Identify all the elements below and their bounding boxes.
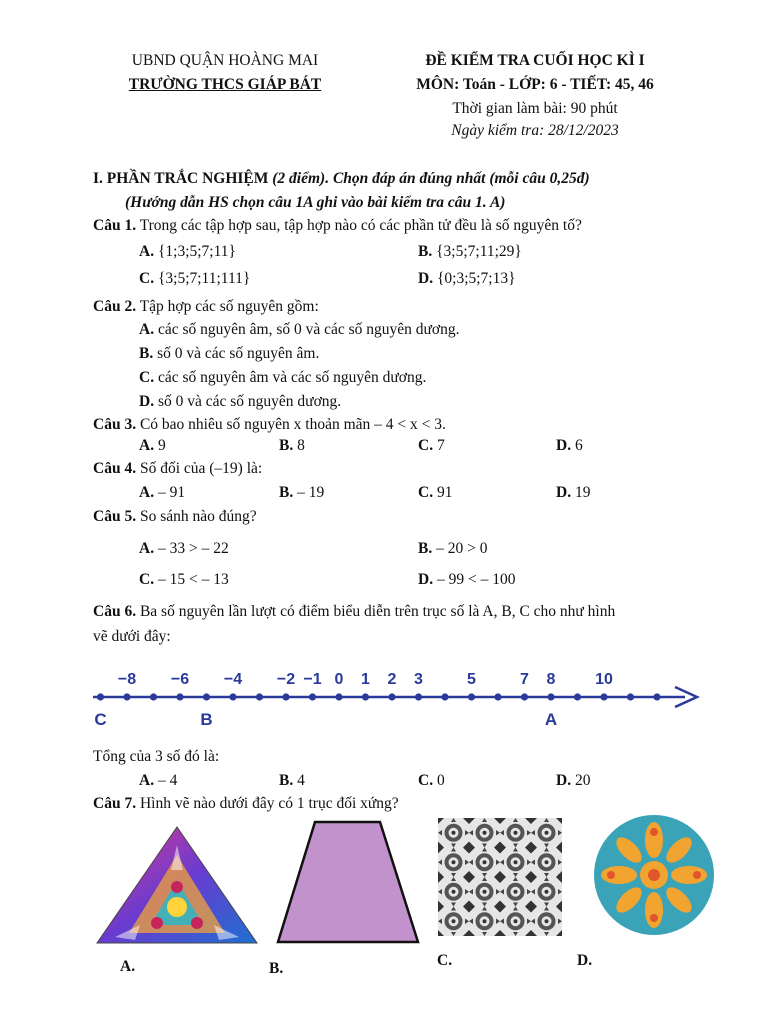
q2-option-a: A. các số nguyên âm, số 0 và các số nguyên dương. xyxy=(139,321,460,338)
purple-trapezoid-image xyxy=(268,818,428,946)
number-line-dot xyxy=(574,693,581,700)
number-line-tick-label: −8 xyxy=(117,671,137,688)
section-title-bold: I. PHẦN TRẮC NGHIỆM xyxy=(93,170,269,187)
number-line-dot xyxy=(335,693,342,700)
q6-option-d: D. 20 xyxy=(556,772,591,789)
number-line-dot xyxy=(600,693,607,700)
q4-option-d: D. 19 xyxy=(556,484,591,501)
number-line-dot xyxy=(256,693,263,700)
number-line-dot xyxy=(468,693,475,700)
q2-option-c: C. các số nguyên âm và các số nguyên dương. xyxy=(139,369,427,386)
question-6-line2: vẽ dưới đây: xyxy=(93,628,171,645)
ornament-circle-image xyxy=(592,812,718,942)
number-line-tick-label: 8 xyxy=(546,671,556,688)
q4-option-a: A. – 91 xyxy=(139,484,186,501)
section-title-italic: (2 điểm). Chọn đáp án đúng nhất (mỗi câu 0,25đ) xyxy=(272,170,590,187)
q2-option-d: D. số 0 và các số nguyên dương. xyxy=(139,393,342,410)
q4-option-b: B. – 19 xyxy=(279,484,325,501)
section-title xyxy=(93,170,590,188)
q4-option-c: C. 91 xyxy=(418,484,453,501)
number-line-tick-label: 2 xyxy=(387,671,397,688)
q1-option-b: B. {3;5;7;11;29} xyxy=(418,243,522,260)
number-line-tick-label: 1 xyxy=(361,671,370,688)
question-5: Câu 5. So sánh nào đúng? xyxy=(93,508,257,525)
number-line-dot xyxy=(653,693,660,700)
question-label: Câu 1. xyxy=(93,217,137,234)
sum-question: Tổng của 3 số đó là: xyxy=(93,748,220,765)
number-line-point-b: B xyxy=(200,710,213,729)
q1-option-a: A. {1;3;5;7;11} xyxy=(139,243,236,260)
number-line-point-a: A xyxy=(544,710,558,729)
number-line-dot xyxy=(309,693,316,700)
number-line-dot xyxy=(150,693,157,700)
number-line-point-c: C xyxy=(94,710,107,729)
q6-option-a: A. – 4 xyxy=(139,772,178,789)
number-line-tick-label: 7 xyxy=(520,671,529,688)
q3-option-d: D. 6 xyxy=(556,437,583,454)
question-text: Trong các tập hợp sau, tập hợp nào có các phần tử đều là số nguyên tố? xyxy=(139,217,582,234)
number-line-dot xyxy=(521,693,528,700)
q1-option-d: D. {0;3;5;7;13} xyxy=(418,270,516,287)
exam-date: Ngày kiểm tra: 28/12/2023 xyxy=(451,122,619,139)
q7-label-c: C. xyxy=(437,952,453,969)
number-line-dot xyxy=(494,693,501,700)
number-line-tick-label: 3 xyxy=(414,671,423,688)
number-line xyxy=(85,655,715,735)
q6-option-b: B. 4 xyxy=(279,772,305,789)
q5-option-d: D. – 99 < – 100 xyxy=(418,571,516,588)
school-name: TRƯỜNG THCS GIÁP BÁT xyxy=(128,76,322,93)
q6-option-c: C. 0 xyxy=(418,772,445,789)
number-line-dot xyxy=(627,693,634,700)
number-line-dot xyxy=(441,693,448,700)
number-line-dot xyxy=(203,693,210,700)
section-guide: (Hướng dẫn HS chọn câu 1A ghi vào bài kiểm tra câu 1. A) xyxy=(125,194,506,211)
number-line-tick-label: 0 xyxy=(334,671,344,688)
q3-option-c: C. 7 xyxy=(418,437,445,454)
number-line-dot xyxy=(388,693,395,700)
number-line-dot xyxy=(415,693,422,700)
number-line-tick-label: −4 xyxy=(223,671,243,688)
number-line-tick-label: 5 xyxy=(467,671,476,688)
number-line-tick-label: 10 xyxy=(595,671,613,688)
question-3: Câu 3. Có bao nhiêu số nguyên x thoản mãn – 4 < x < 3. xyxy=(93,416,446,433)
q1-option-c: C. {3;5;7;11;111} xyxy=(139,270,251,287)
q5-option-c: C. – 15 < – 13 xyxy=(139,571,229,588)
number-line-points xyxy=(94,710,557,729)
exam-title: ĐỀ KIỂM TRA CUỐI HỌC KÌ I xyxy=(425,52,645,69)
number-line-tick-label: −6 xyxy=(170,671,190,688)
question-7: Câu 7. Hình vẽ nào dưới đây có 1 trục đối xứng? xyxy=(93,795,399,812)
question-4: Câu 4. Số đối của (–19) là: xyxy=(93,460,263,477)
q3-option-b: B. 8 xyxy=(279,437,305,454)
question-1 xyxy=(93,217,582,235)
number-line-dot xyxy=(282,693,289,700)
number-line-dot xyxy=(547,693,554,700)
tile-pattern-image xyxy=(438,818,562,936)
q7-label-b: B. xyxy=(269,960,284,977)
q2-option-b: B. số 0 và các số nguyên âm. xyxy=(139,345,320,362)
number-line-dot xyxy=(362,693,369,700)
question-2: Câu 2. Tập hợp các số nguyên gồm: xyxy=(93,298,319,315)
q5-option-a: A. – 33 > – 22 xyxy=(139,540,229,557)
number-line-dot xyxy=(176,693,183,700)
q7-label-a: A. xyxy=(120,958,136,975)
number-line-labels xyxy=(118,671,613,688)
department-name: UBND QUẬN HOÀNG MAI xyxy=(131,52,319,69)
number-line-dot xyxy=(123,693,130,700)
q3-option-a: A. 9 xyxy=(139,437,166,454)
number-line-tick-label: −1 xyxy=(303,671,322,688)
exam-subject: MÔN: Toán - LỚP: 6 - TIẾT: 45, 46 xyxy=(416,76,654,93)
number-line-dot xyxy=(229,693,236,700)
number-line-dot xyxy=(97,693,104,700)
number-line-tick-label: −2 xyxy=(276,671,296,688)
kaleidoscope-triangle-image xyxy=(95,825,260,945)
exam-duration: Thời gian làm bài: 90 phút xyxy=(452,100,618,117)
question-6: Câu 6. Ba số nguyên lần lượt có điểm biểu diễn trên trục số là A, B, C cho như hình xyxy=(93,603,616,620)
q7-label-d: D. xyxy=(577,952,593,969)
q5-option-b: B. – 20 > 0 xyxy=(418,540,488,557)
